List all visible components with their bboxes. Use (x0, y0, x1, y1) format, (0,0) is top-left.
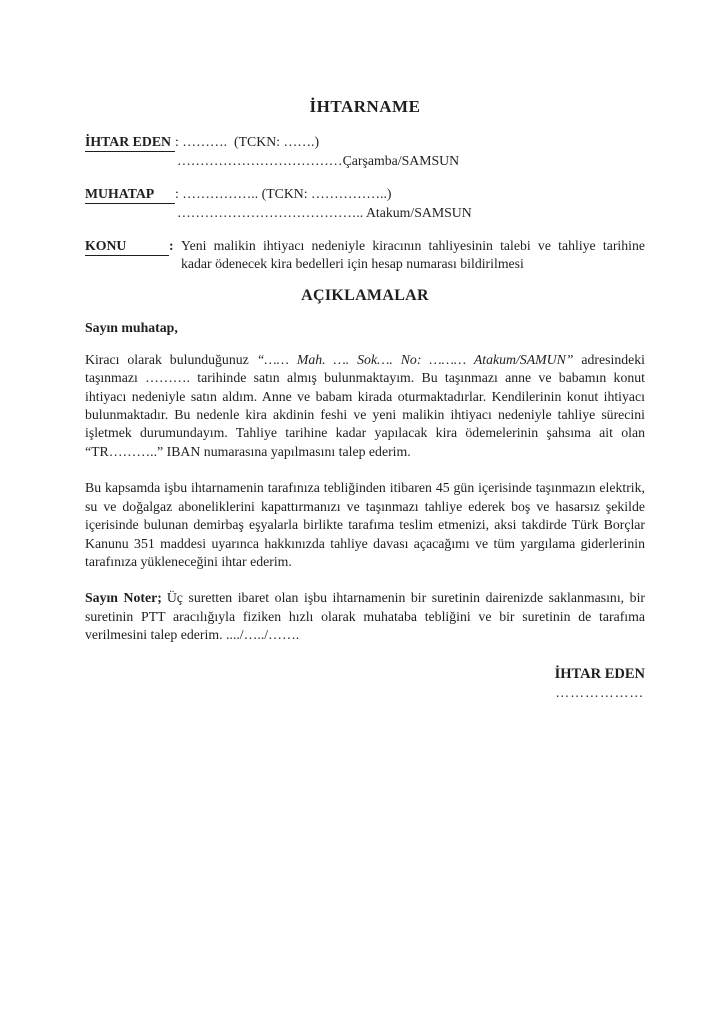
recipient-row (85, 185, 645, 204)
paragraph-3-rest: Üç suretten ibaret olan işbu ihtarnamenin bir suretinin dairenizde saklanmasını, bir suretinin PTT aracılığıyla fiziken hızlı olarak muhataba tebliğini ve bir suretinin de tarafıma verilmesini talep ederim. ..../…../……. (85, 590, 645, 643)
paragraph-1-after: adresindeki taşınmazı ………. tarihinde satın almış bulunmaktayım. Bu taşınmazı anne ve babamın konut ihtiyacı nedeniyle satın aldım. Anne ve babam kirada oturmaktadırlar. Kendilerinin konut ihtiyacı bulunmaktadır. Bu nedenle kira akdinin feshi ve yeni malikin ihtiyacı nedeniyle tahliye sürecini işletmek durumundayım. Tahliye tarihine kadar yapılacak kira ödemelerinin şahsıma ait olan “TR………..” IBAN numarasına yapılmasını talep ederim. (85, 351, 645, 459)
paragraph-1-address: “…… Mah. …. Sok…. No: ……… Atakum/SAMUN” (256, 351, 574, 367)
subject-colon: : (169, 237, 174, 253)
signature-area (85, 665, 645, 703)
subject-text: Yeni malikin ihtiyacı nedeniyle kiracının tahliyesinin talebi ve tahliye tarihine kadar ödenecek kira bedelleri için hesap numarası bildirilmesi (181, 237, 645, 272)
signature-block (555, 665, 645, 703)
recipient-label: MUHATAP (85, 185, 175, 204)
paragraph-3-lead: Sayın Noter; (85, 590, 162, 606)
paragraph-1-before: Kiracı olarak bulunduğunuz (85, 351, 257, 367)
sender-block (85, 133, 645, 171)
recipient-address-line: ………………………………….. Atakum/SAMSUN (177, 205, 472, 221)
document-content (85, 97, 645, 703)
recipient-value: : …………….. (TCKN: ……………..) (175, 185, 392, 201)
paragraph-1 (85, 351, 645, 461)
paragraph-2: Bu kapsamda işbu ihtarnamenin tarafınıza tebliğinden itibaren 45 gün içerisinde taşınmazın elektrik, su ve doğalgaz aboneliklerini kapattırmanızı ve taşınmazı tahliye ederek boş ve hasarsız şekilde içerisinde bulunan demirbaş eşyalarla birlikte tarafıma teslim etmenizi, aksi takdirde Türk Borçlar Kanunu 351 maddesi uyarınca hakkınızda tahliye davası açacağımı ve tüm yargılama giderlerinin tarafınıza yükleneceğini ihtar ederim. (85, 480, 645, 569)
paragraph-3 (85, 589, 645, 644)
salutation: Sayın muhatap, (85, 320, 178, 336)
signature-label: İHTAR EDEN (554, 665, 645, 682)
section-heading: AÇIKLAMALAR (301, 287, 429, 305)
sender-value: : ………. (TCKN: …….) (175, 134, 320, 149)
subject-label: KONU (85, 237, 169, 256)
signature-dots: ……………… (555, 684, 645, 700)
sender-row (85, 133, 645, 152)
recipient-block (85, 185, 645, 223)
page-title: İHTARNAME (309, 97, 421, 116)
sender-label: İHTAR EDEN (85, 133, 175, 152)
sender-address-line: ………………………………Çarşamba/SAMSUN (177, 153, 460, 169)
subject-row (85, 237, 645, 274)
